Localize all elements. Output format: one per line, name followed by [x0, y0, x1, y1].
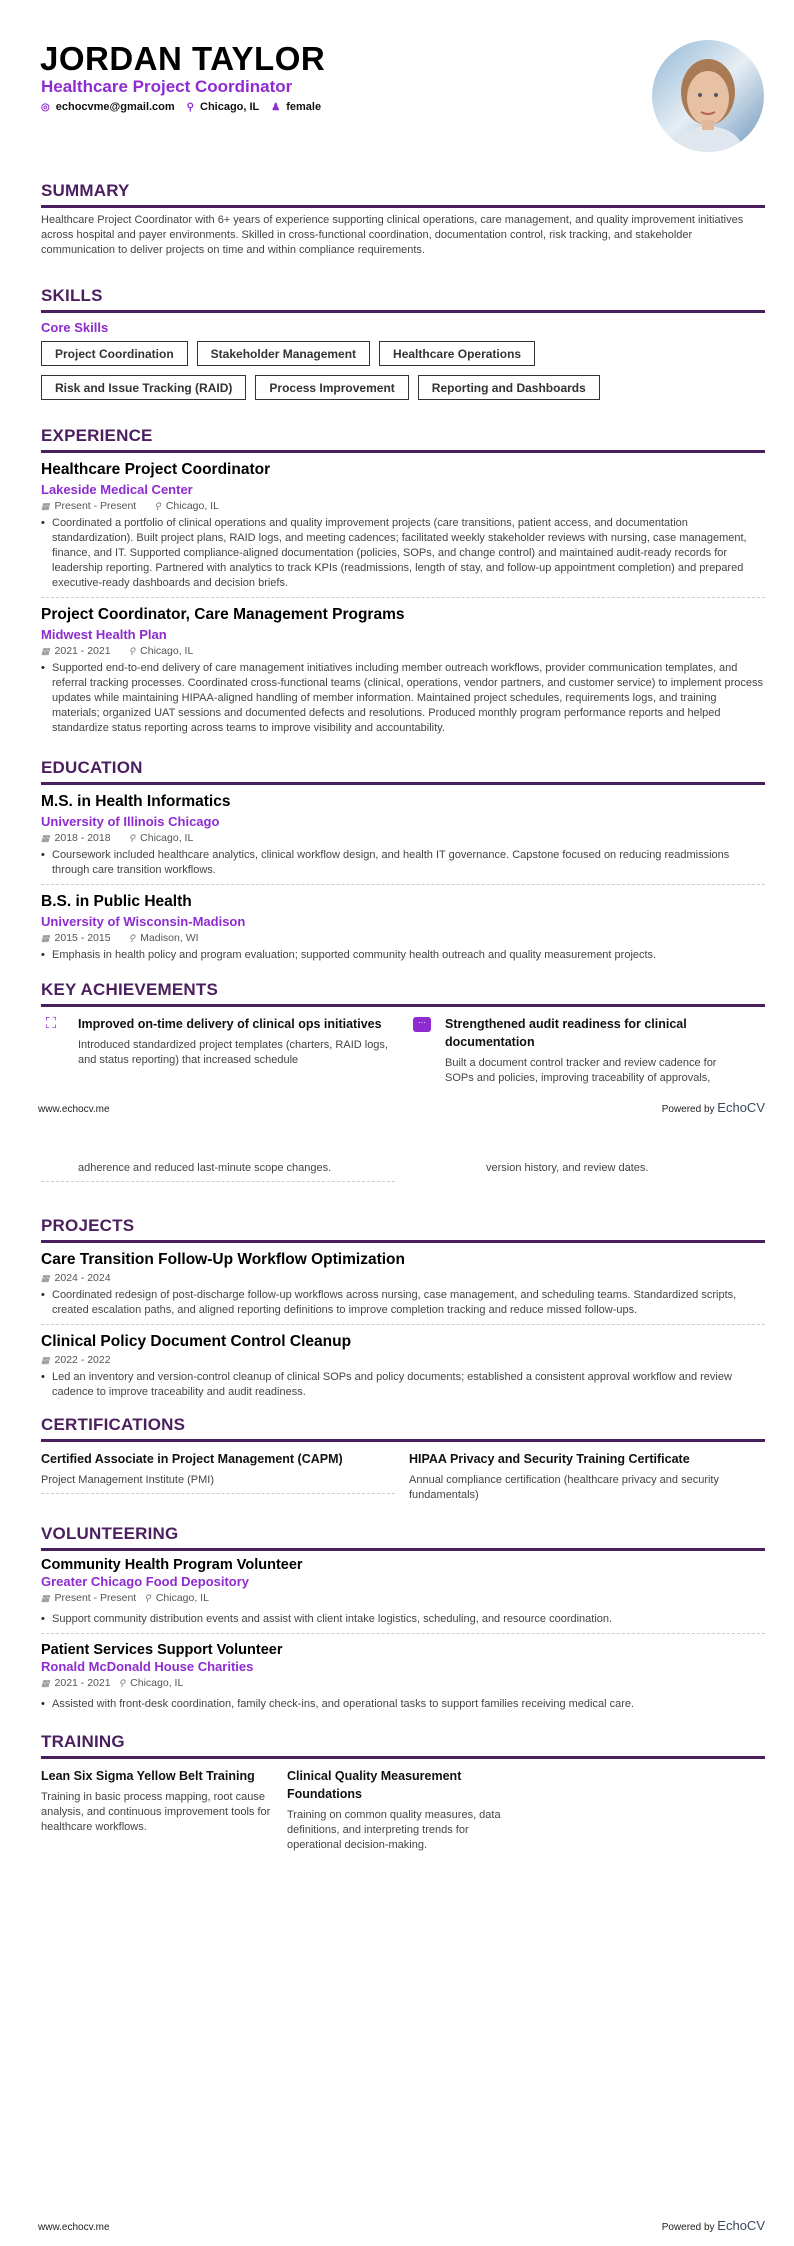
projects-section	[41, 1216, 765, 1400]
location-pin-icon: ⚲	[128, 645, 136, 656]
section-heading: PROJECTS	[41, 1216, 135, 1235]
achievement-item	[413, 1015, 765, 1086]
candidate-name: JORDAN TAYLOR	[40, 40, 326, 77]
skill-chip: Process Improvement	[255, 375, 408, 400]
certifications-section	[41, 1415, 765, 1503]
achievement-item	[41, 1015, 413, 1086]
location-pin-icon: ⚲	[128, 832, 136, 843]
footer-brand[interactable]: EchoCV	[717, 1100, 765, 1115]
skill-chip: Project Coordination	[41, 341, 188, 366]
achievement-desc-continued: version history, and review dates.	[486, 1162, 649, 1174]
entry-bullet: Coursework included healthcare analytics, clinical workflow design, and health IT governance. Capstone focused on reducing readmissions through care transition workflows.	[52, 849, 730, 876]
calendar-icon: ▦	[41, 1677, 50, 1688]
project-entry: Clinical Policy Document Control Cleanup ▦ 2022 - 2022 • Led an inventory and version-control cleanup of clinical SOPs and policy documents; established a consistent approval workflow and review cadence to improve traceability and audit readiness.	[41, 1333, 765, 1400]
entry-title: B.S. in Public Health	[41, 893, 192, 910]
page-footer	[38, 2218, 765, 2233]
skill-chip: Risk and Issue Tracking (RAID)	[41, 375, 246, 400]
skill-chip: Healthcare Operations	[379, 341, 535, 366]
section-divider	[41, 1240, 765, 1243]
entry-dates: Present - Present	[54, 500, 137, 512]
entry-location: Chicago, IL	[140, 645, 194, 657]
candidate-title: Healthcare Project Coordinator	[41, 77, 293, 96]
calendar-icon: ▦	[41, 832, 50, 843]
certification-desc: Annual compliance certification (healthcare privacy and security fundamentals)	[409, 1474, 719, 1501]
entry-bullet: Led an inventory and version-control cleanup of clinical SOPs and policy documents; established a consistent approval workflow and review cadence to improve traceability and audit readiness.	[52, 1371, 732, 1398]
section-divider	[41, 450, 765, 453]
profile-photo	[652, 40, 764, 152]
page-footer	[38, 1100, 765, 1115]
training-item	[41, 1767, 271, 1853]
footer-powered: Powered by	[661, 2222, 715, 2233]
chat-icon: ···	[413, 1017, 431, 1032]
education-entry: M.S. in Health Informatics University of Illinois Chicago ▦ 2018 - 2018 ⚲ Chicago, IL • Coursework included healthcare analytics, clinical workflow design, and health IT governance. Capstone focused on reducing readmissions through care transition workflows.	[41, 793, 765, 878]
section-heading: EXPERIENCE	[41, 426, 153, 445]
certification-desc: Project Management Institute (PMI)	[41, 1474, 215, 1486]
entry-title: Healthcare Project Coordinator	[41, 461, 271, 478]
section-heading: SUMMARY	[41, 181, 130, 200]
volunteer-entry: Community Health Program Volunteer Greater Chicago Food Depository ▦ Present - Present ⚲ Chicago, IL • Support community distribution events and assist with client intake logistics, scheduling, and resource coordination.	[41, 1557, 765, 1627]
skill-chip: Stakeholder Management	[197, 341, 370, 366]
entry-title: Clinical Policy Document Control Cleanup	[41, 1333, 352, 1350]
experience-entry: Healthcare Project Coordinator Lakeside Medical Center ▦ Present - Present ⚲ Chicago, IL • Coordinated a portfolio of clinical operations and quality improvement projects (care transitions, patient access, and documentation standardization). Built project plans, RAID logs, and meeting cadences; facilitated weekly stakeholder reviews with nursing, case management, finance, and IT. Supported compliance-aligned documentation (policies, SOPs, and change control) and maintained audit-ready records for leadership reporting. Partnered with analytics to track KPIs (readmissions, length of stay, and follow-up appointment completion) and prepared executive-ready dashboards and decision briefs.	[41, 461, 765, 591]
section-divider	[41, 310, 765, 313]
gender: female	[286, 101, 322, 113]
entry-bullet: Support community distribution events and assist with client intake logistics, scheduling, and resource coordination.	[52, 1613, 613, 1625]
entry-dates: 2018 - 2018	[54, 832, 111, 844]
project-entry: Care Transition Follow-Up Workflow Optimization ▦ 2024 - 2024 • Coordinated redesign of post-discharge follow-up workflows across nursing, case management, and scheduling teams. Standardized scripts, created escalation paths, and aligned reporting definitions to improve completion tracking and reduce missed follow-ups.	[41, 1251, 765, 1318]
section-heading: KEY ACHIEVEMENTS	[41, 980, 219, 999]
entry-divider	[41, 884, 765, 885]
calendar-icon: ▦	[41, 645, 50, 656]
contact-info	[41, 101, 321, 113]
entry-bullet: Assisted with front-desk coordination, family check-ins, and operational tasks to support families receiving medical care.	[52, 1698, 635, 1710]
entry-dates: 2021 - 2021	[54, 1677, 111, 1689]
training-desc: Training in basic process mapping, root cause analysis, and continuous improvement tools for healthcare workflows.	[41, 1791, 271, 1833]
calendar-icon: ▦	[41, 500, 50, 511]
section-heading: EDUCATION	[41, 758, 143, 777]
entry-dates: 2024 - 2024	[54, 1272, 111, 1284]
skill-group-title: Core Skills	[41, 320, 109, 335]
entry-divider	[41, 597, 765, 598]
location: Chicago, IL	[200, 101, 260, 113]
location-pin-icon: ⚲	[128, 932, 136, 943]
achievement-title: Strengthened audit readiness for clinical documentation	[445, 1017, 687, 1049]
calendar-icon: ▦	[41, 1272, 50, 1283]
entry-location: Chicago, IL	[140, 832, 194, 844]
entry-title: Project Coordinator, Care Management Programs	[41, 606, 405, 623]
achievements-section	[41, 980, 765, 1086]
achievements-continued	[41, 1161, 765, 1182]
entry-org: Greater Chicago Food Depository	[41, 1574, 250, 1589]
entry-divider	[41, 1324, 765, 1325]
entry-bullet: Supported end-to-end delivery of care management initiatives including member outreach workflows, provider communication templates, and referral tracking processes. Coordinated cross-functional teams (clinical, operations, vendor partners, and customer service) to implement process updates while maintaining HIPAA-aligned handling of member information. Maintained project schedules, requirements logs, and training materials; organized UAT sessions and documented defects and resolutions. Produced monthly program performance reports and helped standardize status reporting across teams to improve visibility and accountability.	[52, 662, 764, 734]
entry-location: Chicago, IL	[165, 500, 219, 512]
calendar-icon: ▦	[41, 932, 50, 943]
certification-item	[41, 1450, 395, 1494]
footer-powered: Powered by	[661, 1104, 715, 1115]
entry-title: Care Transition Follow-Up Workflow Optimization	[41, 1251, 405, 1268]
location-pin-icon: ⚲	[144, 1592, 151, 1603]
education-entry: B.S. in Public Health University of Wisconsin-Madison ▦ 2015 - 2015 ⚲ Madison, WI • Emphasis in health policy and program evaluation; supported community health outreach and quality measurement projects.	[41, 893, 765, 963]
skill-chip: Reporting and Dashboards	[418, 375, 600, 400]
entry-org: Ronald McDonald House Charities	[41, 1659, 254, 1674]
certification-name: HIPAA Privacy and Security Training Certificate	[409, 1452, 690, 1466]
section-divider	[41, 782, 765, 785]
footer-url[interactable]: www.echocv.me	[38, 2222, 110, 2233]
achievement-title: Improved on-time delivery of clinical ops initiatives	[78, 1017, 382, 1031]
section-divider	[41, 1439, 765, 1442]
certification-item	[409, 1450, 764, 1503]
entry-org: Midwest Health Plan	[41, 627, 167, 642]
section-divider	[41, 1756, 765, 1759]
footer-brand[interactable]: EchoCV	[717, 2218, 765, 2233]
certification-name: Certified Associate in Project Management (CAPM)	[41, 1452, 343, 1466]
entry-bullet: Coordinated a portfolio of clinical operations and quality improvement projects (care transitions, patient access, and documentation standardization). Built project plans, RAID logs, and meeting cadences; facilitated weekly stakeholder reviews with nursing, case management, finance, and IT. Supported compliance-aligned documentation (policies, SOPs, and change control) and maintained audit-ready records for leadership reporting. Partnered with analytics to track KPIs (readmissions, length of stay, and follow-up appointment completion) and prepared executive-ready dashboards and decision briefs.	[52, 517, 747, 589]
section-heading: TRAINING	[41, 1732, 125, 1751]
achievement-desc: Built a document control tracker and review cadence for SOPs and policies, improving traceability of approvals,	[445, 1057, 717, 1084]
entry-dates: 2021 - 2021	[54, 645, 111, 657]
calendar-icon: ▦	[41, 1592, 50, 1603]
volunteering-section	[41, 1524, 765, 1712]
skill-list	[41, 341, 641, 400]
entry-dates: 2022 - 2022	[54, 1354, 111, 1366]
entry-bullet: Emphasis in health policy and program evaluation; supported community health outreach and quality measurement projects.	[52, 949, 657, 961]
entry-location: Madison, WI	[140, 932, 199, 944]
section-divider	[41, 1004, 765, 1007]
footer-url[interactable]: www.echocv.me	[38, 1104, 110, 1115]
experience-entry: Project Coordinator, Care Management Programs Midwest Health Plan ▦ 2021 - 2021 ⚲ Chicago, IL • Supported end-to-end delivery of care management initiatives including member outreach workflows, provider communication templates, and referral tracking processes. Coordinated cross-functional teams (clinical, operations, vendor partners, and customer service) to implement process updates while maintaining HIPAA-aligned handling of member information. Maintained project schedules, requirements logs, and training materials; organized UAT sessions and documented defects and resolutions. Produced monthly program performance reports and helped standardize status reporting across teams to improve visibility and accountability.	[41, 606, 764, 734]
training-desc: Training on common quality measures, data definitions, and interpreting trends for operational decision-making.	[287, 1809, 501, 1851]
section-heading: CERTIFICATIONS	[41, 1415, 186, 1434]
location-pin-icon: ⚲	[154, 500, 161, 511]
entry-divider	[41, 1633, 765, 1634]
calendar-icon: ▦	[41, 1354, 50, 1365]
person-icon: ♟	[271, 101, 281, 113]
skills-section	[41, 286, 765, 400]
entry-dates: 2015 - 2015	[54, 932, 111, 944]
location-pin-icon: ⚲	[186, 101, 194, 113]
summary-section	[41, 181, 765, 258]
section-heading: VOLUNTEERING	[41, 1524, 179, 1543]
entry-org: University of Wisconsin-Madison	[41, 914, 246, 929]
section-heading: SKILLS	[41, 286, 103, 305]
achievement-desc: Introduced standardized project templates (charters, RAID logs, and status reporting) that increased schedule	[78, 1039, 388, 1066]
training-name: Lean Six Sigma Yellow Belt Training	[41, 1769, 255, 1783]
training-name: Clinical Quality Measurement Foundations	[287, 1769, 462, 1801]
entry-title: Community Health Program Volunteer	[41, 1557, 303, 1573]
summary-text: Healthcare Project Coordinator with 6+ years of experience supporting clinical operations, care management, and quality improvement initiatives across hospital and payer environments. Skilled in cross-functional coordination, documentation control, risk tracking, and stakeholder communication to deliver projects on time and within compliance requirements.	[41, 214, 744, 256]
experience-section	[41, 426, 765, 736]
achievement-desc-continued: adherence and reduced last-minute scope changes.	[41, 1161, 395, 1182]
training-section	[41, 1732, 765, 1853]
volunteer-entry: Patient Services Support Volunteer Ronald McDonald House Charities ▦ 2021 - 2021 ⚲ Chicago, IL • Assisted with front-desk coordination, family check-ins, and operational tasks to support families receiving medical care.	[41, 1642, 765, 1712]
section-divider	[41, 205, 765, 208]
entry-location: Chicago, IL	[155, 1592, 209, 1604]
entry-title: M.S. in Health Informatics	[41, 793, 231, 810]
entry-org: Lakeside Medical Center	[41, 482, 193, 497]
entry-title: Patient Services Support Volunteer	[41, 1642, 283, 1658]
target-icon: ⛶	[45, 1015, 57, 1032]
entry-org: University of Illinois Chicago	[41, 814, 220, 829]
entry-bullet: Coordinated redesign of post-discharge follow-up workflows across nursing, case management, and scheduling teams. Standardized scripts, created escalation paths, and aligned reporting definitions to improve completion tracking and reduce missed follow-ups.	[52, 1289, 737, 1316]
entry-location: Chicago, IL	[130, 1677, 184, 1689]
location-pin-icon: ⚲	[118, 1677, 126, 1688]
education-section	[41, 758, 765, 963]
training-item	[287, 1767, 522, 1853]
email-icon: ◎	[41, 101, 50, 113]
section-divider	[41, 1548, 765, 1551]
entry-dates: Present - Present	[54, 1592, 137, 1604]
email[interactable]: echocvme@gmail.com	[55, 101, 175, 113]
